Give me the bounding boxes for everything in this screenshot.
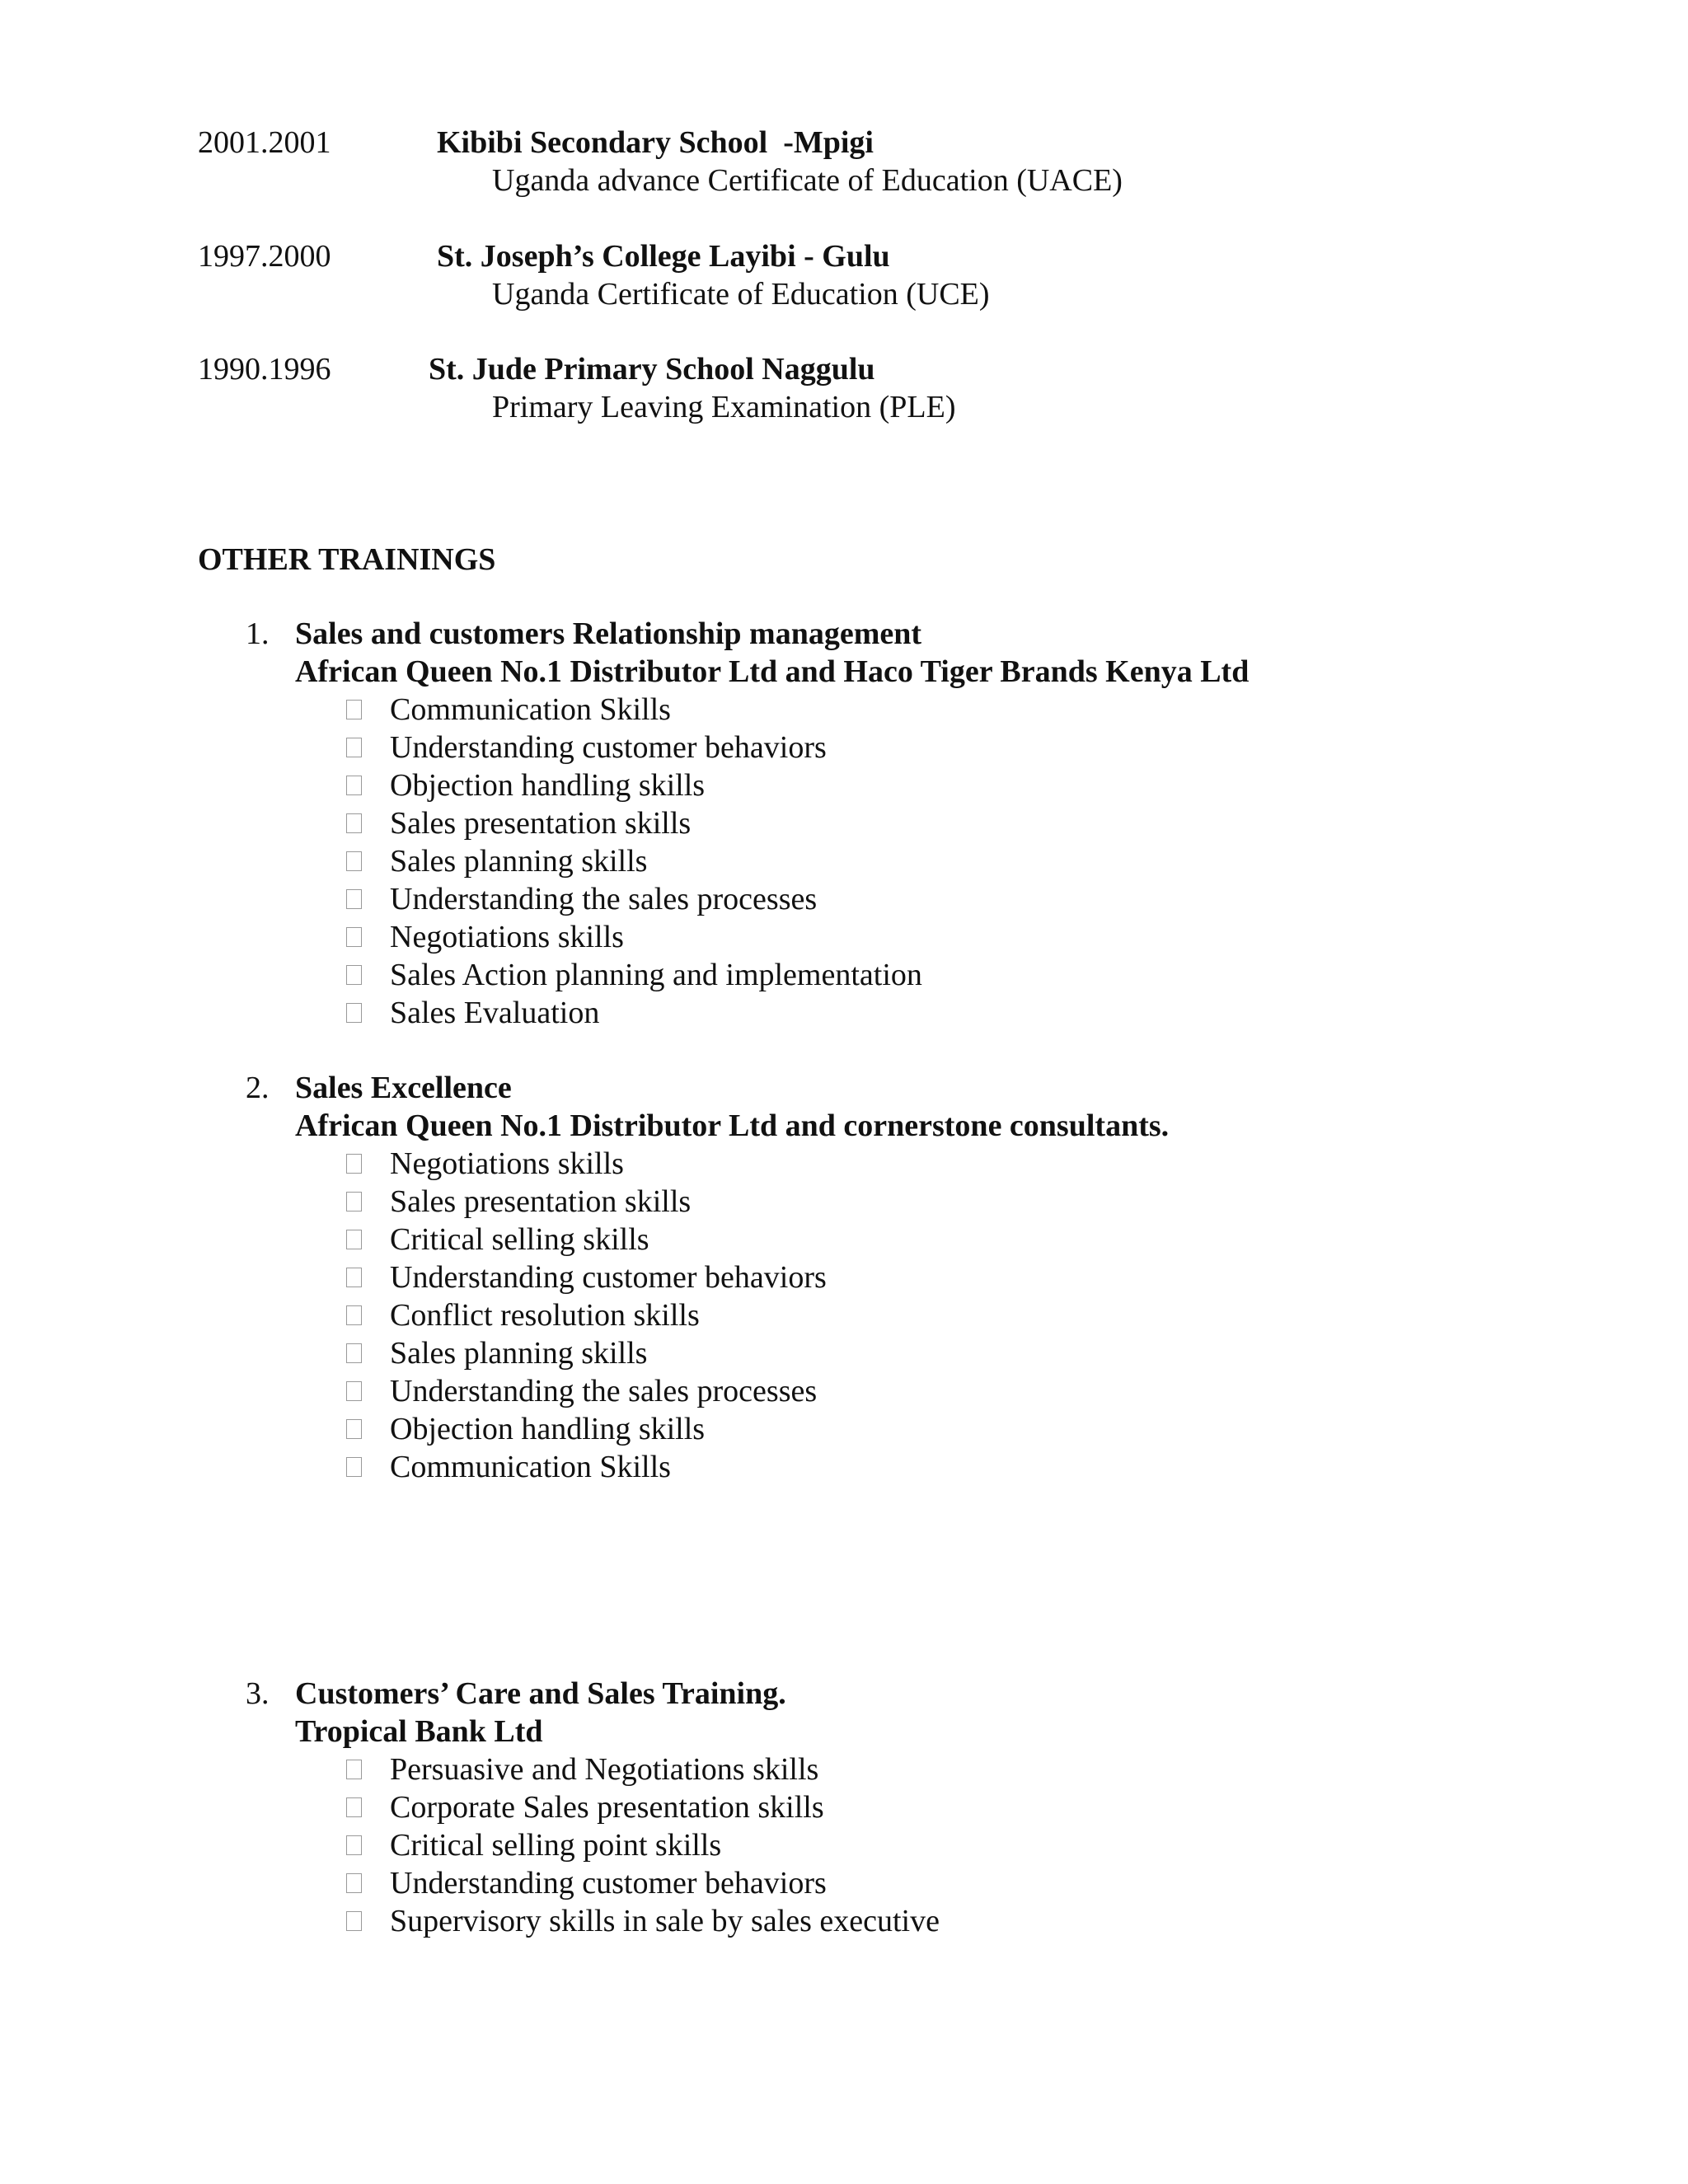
training-number: 1. (246, 616, 270, 651)
training-title: Sales and customers Relationship management (295, 616, 922, 651)
skill-text: Conflict resolution skills (390, 1298, 700, 1333)
skill-text: Sales presentation skills (390, 1184, 692, 1219)
skill-text: Understanding customer behaviors (390, 1260, 827, 1295)
education-school: St. Joseph’s College Layibi - Gulu (437, 239, 890, 274)
skill-text: Sales presentation skills (390, 806, 692, 841)
education-school: St. Jude Primary School Naggulu (429, 352, 875, 387)
square-bullet-icon (346, 776, 362, 795)
square-bullet-icon (346, 927, 362, 947)
square-bullet-icon (346, 965, 362, 985)
skill-text: Sales Evaluation (390, 996, 600, 1030)
skill-item (346, 1750, 940, 1788)
training-number: 2. (246, 1071, 270, 1105)
skill-list (346, 691, 922, 1032)
skill-text: Supervisory skills in sale by sales executive (390, 1904, 940, 1938)
square-bullet-icon (346, 1873, 362, 1893)
skill-list (346, 1145, 827, 1486)
skill-text: Sales planning skills (390, 1336, 648, 1371)
skill-item (346, 1448, 827, 1486)
square-bullet-icon (346, 1343, 362, 1363)
skill-text: Corporate Sales presentation skills (390, 1790, 824, 1825)
square-bullet-icon (346, 700, 362, 719)
skill-item (346, 1296, 827, 1334)
square-bullet-icon (346, 1192, 362, 1212)
skill-item (346, 691, 922, 729)
skill-item (346, 1334, 827, 1372)
education-years: 1997.2000 (198, 239, 331, 274)
skill-text: Understanding the sales processes (390, 1374, 818, 1408)
skill-text: Persuasive and Negotiations skills (390, 1752, 819, 1787)
square-bullet-icon (346, 851, 362, 871)
skill-item (346, 1145, 827, 1183)
skill-item (346, 994, 922, 1032)
training-organization: African Queen No.1 Distributor Ltd and cornerstone consultants. (295, 1108, 1170, 1143)
skill-item (346, 766, 922, 804)
education-certificate: Uganda advance Certificate of Education (UACE) (492, 163, 1123, 198)
square-bullet-icon (346, 889, 362, 909)
skill-text: Negotiations skills (390, 1146, 624, 1181)
skill-text: Understanding customer behaviors (390, 730, 827, 765)
square-bullet-icon (346, 1457, 362, 1477)
skill-text: Negotiations skills (390, 920, 624, 954)
square-bullet-icon (346, 1268, 362, 1287)
skill-item (346, 918, 922, 956)
square-bullet-icon (346, 1835, 362, 1855)
square-bullet-icon (346, 1797, 362, 1817)
skill-text: Understanding the sales processes (390, 882, 818, 916)
training-title: Customers’ Care and Sales Training. (295, 1676, 786, 1711)
skill-item (346, 1864, 940, 1902)
other-trainings-heading: OTHER TRAININGS (198, 542, 496, 577)
training-organization: Tropical Bank Ltd (295, 1714, 543, 1749)
training-organization: African Queen No.1 Distributor Ltd and Haco Tiger Brands Kenya Ltd (295, 654, 1250, 689)
skill-item (346, 1902, 940, 1940)
education-certificate: Uganda Certificate of Education (UCE) (492, 277, 990, 312)
training-title: Sales Excellence (295, 1071, 512, 1105)
skill-item (346, 804, 922, 842)
square-bullet-icon (346, 1419, 362, 1439)
skill-item (346, 729, 922, 766)
square-bullet-icon (346, 738, 362, 757)
skill-text: Critical selling skills (390, 1222, 649, 1257)
skill-item (346, 956, 922, 994)
square-bullet-icon (346, 1230, 362, 1249)
skill-item (346, 1258, 827, 1296)
education-certificate: Primary Leaving Examination (PLE) (492, 390, 956, 424)
square-bullet-icon (346, 1154, 362, 1174)
skill-text: Sales Action planning and implementation (390, 958, 922, 992)
skill-list (346, 1750, 940, 1940)
square-bullet-icon (346, 1381, 362, 1401)
skill-text: Sales planning skills (390, 844, 648, 879)
square-bullet-icon (346, 813, 362, 833)
training-number: 3. (246, 1676, 270, 1711)
square-bullet-icon (346, 1305, 362, 1325)
education-years: 2001.2001 (198, 125, 331, 160)
education-years: 1990.1996 (198, 352, 331, 387)
skill-item (346, 1410, 827, 1448)
square-bullet-icon (346, 1911, 362, 1931)
skill-item (346, 842, 922, 880)
square-bullet-icon (346, 1760, 362, 1779)
skill-item (346, 1372, 827, 1410)
skill-text: Objection handling skills (390, 1412, 706, 1446)
skill-text: Understanding customer behaviors (390, 1866, 827, 1900)
skill-item (346, 1788, 940, 1826)
education-school: Kibibi Secondary School -Mpigi (437, 125, 874, 160)
skill-text: Objection handling skills (390, 768, 706, 803)
skill-text: Communication Skills (390, 1450, 671, 1484)
skill-text: Critical selling point skills (390, 1828, 722, 1863)
square-bullet-icon (346, 1003, 362, 1023)
skill-item (346, 1183, 827, 1221)
skill-item (346, 1826, 940, 1864)
skill-item (346, 1221, 827, 1258)
skill-item (346, 880, 922, 918)
skill-text: Communication Skills (390, 692, 671, 727)
